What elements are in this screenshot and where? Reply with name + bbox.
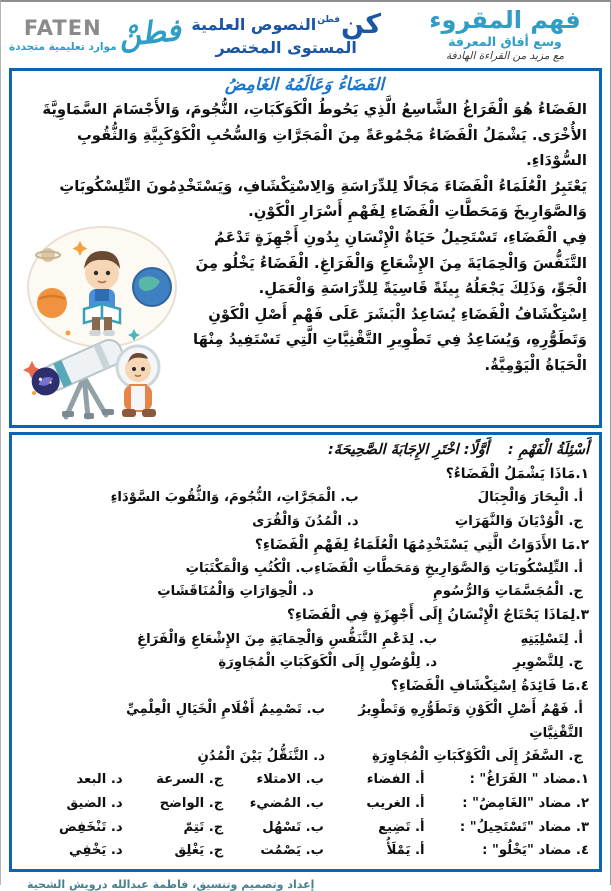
antonym-3-option-d[interactable]: د. تَنْخَفِض (58, 819, 123, 835)
passage-box (9, 68, 602, 428)
faten-logo-tagline: موارد تعليمية متجددة (9, 40, 117, 53)
page-header (1, 2, 610, 66)
mcq-2-option-a[interactable]: أ. التِّلِسْكُوبَاتِ وَالصَّوَارِيخِ وَمَحَطَّاتِ الْفَضَاءِ (314, 560, 583, 576)
passage-paragraph: فِي الْفَضَاءِ، تَسْتَحِيلُ حَيَاةُ الْإِنْسَانِ بِدُونِ أَجْهِزَةٍ تَدْعَمُ التَّنَفُّسَ وَالْحِمَايَةَ مِنَ الإِشْعَاعِ وَالْفَرَاغِ. الْفَضَاءُ يَخْلُو مِنَ الْجَوِّ، وَذَلِكَ يَجْعَلُهُ بِيئَةً قَاسِيَةً لِلدِّرَاسَةِ وَالْعَمَلِ. (195, 228, 587, 298)
mcq-4-option-d[interactable]: د. التَّنَقُّلُ بَيْنَ الْمُدُنِ (197, 748, 325, 764)
mcq-3-option-b[interactable]: ب. لِدَعْمِ التَّنَفُّسِ وَالْحِمَايَةِ مِنَ الإِشْعَاعِ وَالْفَرَاغِ (137, 631, 438, 647)
passage-paragraph: يَعْتَبِرُ الْعُلَمَاءُ الْفَضَاءَ مَجَالًا لِلدِّرَاسَةِ وَالِاسْتِكْشَافِ، وَيَسْتَخْدِمُونَ التِّلِسْكُوبَاتِ وَالصَّوَارِيخَ وَمَحَطَّاتِ الْفَضَاءِ لِفَهْمِ أَسْرَارِ الْكَوْنِ. (59, 177, 587, 221)
series-level-text: المستوى المختصر (215, 38, 357, 58)
mcq-2-option-b[interactable]: ب. الْكُتُبِ وَالْمَكْتَبَاتِ (185, 560, 314, 576)
antonym-4-option-d[interactable]: د. يَخْفِي (68, 843, 123, 859)
series-kun-text: كن (341, 8, 382, 40)
mcq-3-options-row (22, 628, 589, 651)
mcq-4-option-b[interactable]: ب. تَصْمِيمُ أَفْلَامِ الْخَيَالِ الْعِلْمِيِّ (126, 702, 325, 718)
antonym-2-option-c[interactable]: ج. الواضح (159, 795, 224, 811)
antonym-2-prompt: ٢. مضاد "الغَامِضُ" : (462, 795, 589, 811)
passage-paragraph: اِسْتِكْشَافُ الْفَضَاءِ يُسَاعِدُ الْبَشَرَ عَلَى فَهْمِ أَصْلِ الْكَوْنِ وَتَطَوُّرِهِ، وَيُسَاعِدُ فِي تَطْوِيرِ التَّقْنِيَّاتِ الَّتِي تَسْتَفِيدُ مِنْهَا الْحَيَاةُ الْيَوْمِيَّةُ. (193, 305, 587, 374)
faten-logo-latin: FATEN (23, 15, 102, 40)
antonym-4-option-a[interactable]: أ. يَمْلَأُ (386, 843, 425, 859)
mcq-3-option-a[interactable]: أ. لِتَسْلِيَتِهِ (520, 631, 583, 647)
mcq-3-options-row (22, 651, 589, 674)
antonym-3-option-b[interactable]: ب. تَسْهُل (262, 819, 324, 835)
boy-reading-with-planets-sticker (28, 227, 176, 347)
questions-box (9, 432, 602, 872)
boy-astronomy-illustration (22, 225, 180, 421)
astronaut-child-telescope-sticker (23, 335, 159, 419)
mcq-4-option-c[interactable]: ج. السَّفَرُ إِلَى الْكَوْكَبَاتِ الْمُجَاوِرَةِ (371, 748, 583, 764)
antonym-3-option-c[interactable]: ج. تَتِمّ (183, 819, 224, 835)
mcq-question-2: ٢.مَا الأَدَوَاتُ الَّتِي يَسْتَخْدِمُهَا الْعُلَمَاءُ لِفَهْمِ الْفَضَاءِ؟ (254, 536, 589, 553)
antonym-4-option-b[interactable]: ب. يَصْمُت (260, 843, 324, 859)
mcq-4-options-row (22, 698, 589, 745)
mcq-1-option-d[interactable]: د. الْمُدُنَ وَالْقُرَى (252, 513, 359, 529)
antonym-1-option-c[interactable]: ج. السرعة (156, 772, 224, 788)
mcq-4-options-row (22, 745, 589, 768)
antonym-2-option-d[interactable]: د. الضيق (66, 795, 123, 811)
mcq-2-option-d[interactable]: د. الْحِوَارَاتِ وَالْمُنَاقَشَاتِ (157, 584, 314, 600)
antonym-1-prompt: ١.مضاد " الفَرَاغُ" : (469, 772, 589, 788)
antonym-row-2 (22, 792, 589, 816)
mcq-3-option-d[interactable]: د. لِلْوُصُولِ إِلَى الْكَوَكَبَاتِ الْمُجَاوِرَةِ (218, 654, 438, 670)
mcq-1-options-row (22, 510, 589, 533)
passage-text (22, 97, 587, 379)
antonym-row-3 (22, 816, 589, 840)
mcq-question-3: ٣.لِمَاذَا يَحْتَاجُ الْإِنْسَانُ إِلَى أَجْهِزَةٍ فِي الْفَضَاءِ؟ (286, 607, 589, 624)
reading-comprehension-logo (410, 8, 600, 61)
logo-tagline: مع مزيد من القراءة الهادفة (445, 49, 565, 62)
antonym-3-prompt: ٣. مضاد "تَسْتَحِيلُ" : (459, 819, 589, 835)
mcq-3-option-c[interactable]: ج. لِلتَّصْوِيرِ (513, 654, 583, 670)
antonym-1-option-a[interactable]: أ. الفضاء (366, 772, 425, 788)
mcq-2-options-row (22, 580, 589, 603)
series-logo (191, 8, 382, 58)
mcq-question-1: ١.مَاذَا يَشْمَلُ الْفَضَاءُ؟ (445, 466, 589, 483)
faten-logo-arabic: فطنْ (116, 12, 183, 54)
mcq-1-option-c[interactable]: ج. الْوُدْيَانَ وَالنَّهَرَاتِ (454, 513, 583, 529)
logo-title: فهم المقروء (429, 6, 581, 35)
mcq-question-4: ٤.مَا فَائِدَةُ اِسْتِكْشَافِ الْفَضَاءِ؟ (390, 678, 589, 695)
series-title-text: النصوص العلمية (191, 15, 317, 35)
mcq-2-option-c[interactable]: ج. الْمُجَسَّمَاتِ وَالرُّسُومِ (433, 584, 583, 600)
questions-instruction: أَوَّلًا: اخْتَرِ الإِجَابَةَ الصَّحِيحَةَ: (328, 441, 489, 458)
antonym-1-option-d[interactable]: د. البعد (76, 772, 123, 788)
antonym-4-option-c[interactable]: ج. يَغْلِق (174, 843, 224, 859)
antonym-3-option-a[interactable]: أ. تَضِيع (378, 819, 425, 835)
antonym-2-option-a[interactable]: أ. الغريب (366, 795, 425, 811)
antonym-1-option-b[interactable]: ب. الامتلاء (256, 772, 324, 788)
credit-line: إعداد وتصميم وتنسيق، فاطمة عبدالله درويش الشحية (27, 878, 315, 891)
faten-logo (9, 12, 183, 54)
antonym-2-option-b[interactable]: ب. المُضيء (249, 795, 324, 811)
antonym-row-1 (22, 768, 589, 792)
mcq-2-options-row (22, 557, 589, 580)
questions-section-title: أَسْئِلَةُ الْفَهْمِ : (507, 441, 589, 458)
questions-section-header (22, 439, 589, 462)
passage-paragraph: الفَضَاءُ هُوَ الْفَرَاغُ الشَّاسِعُ الَّذِي يَحُوطُ الْكَوَكَبَاتِ، النُّجُومَ، وَالأَجْسَامَ السَّمَاوِيَّةَ الأُخْرَى. يَشْمَلُ الْفَضَاءُ مَجْمُوعَةً مِنَ الْمَجَرَّاتِ وَالسُّحُبِ الْكَوْكَبِيَّةِ وَالثُّقُوبِ السُّوْدَاءِ. (42, 100, 587, 170)
mcq-4-option-a[interactable]: أ. فَهْمُ أَصْلِ الْكَوْنِ وَتَطَوُّرِهِ وَتَطْوِيرُ التَّقْنِيَّاتِ (358, 702, 583, 741)
antonym-4-prompt: ٤. مضاد "يَخْلُو" : (482, 843, 589, 859)
series-fatan-small-text: فطن (317, 14, 341, 25)
antonym-row-4 (22, 839, 589, 863)
mcq-1-option-a[interactable]: أ. الْبِحَارَ وَالْجِبَالَ (477, 490, 583, 506)
passage-title: الفَضَاءُ وَعَالَمُهُ الغَامِضُ (224, 75, 385, 95)
mcq-1-option-b[interactable]: ب. الْمَجَرَّاتِ، النُّجُومَ، وَالثُّقُوبَ السَّوْدَاءِ (110, 490, 359, 506)
mcq-1-options-row (22, 486, 589, 509)
logo-subtitle: وسع أفاق المعرفة (448, 33, 562, 49)
